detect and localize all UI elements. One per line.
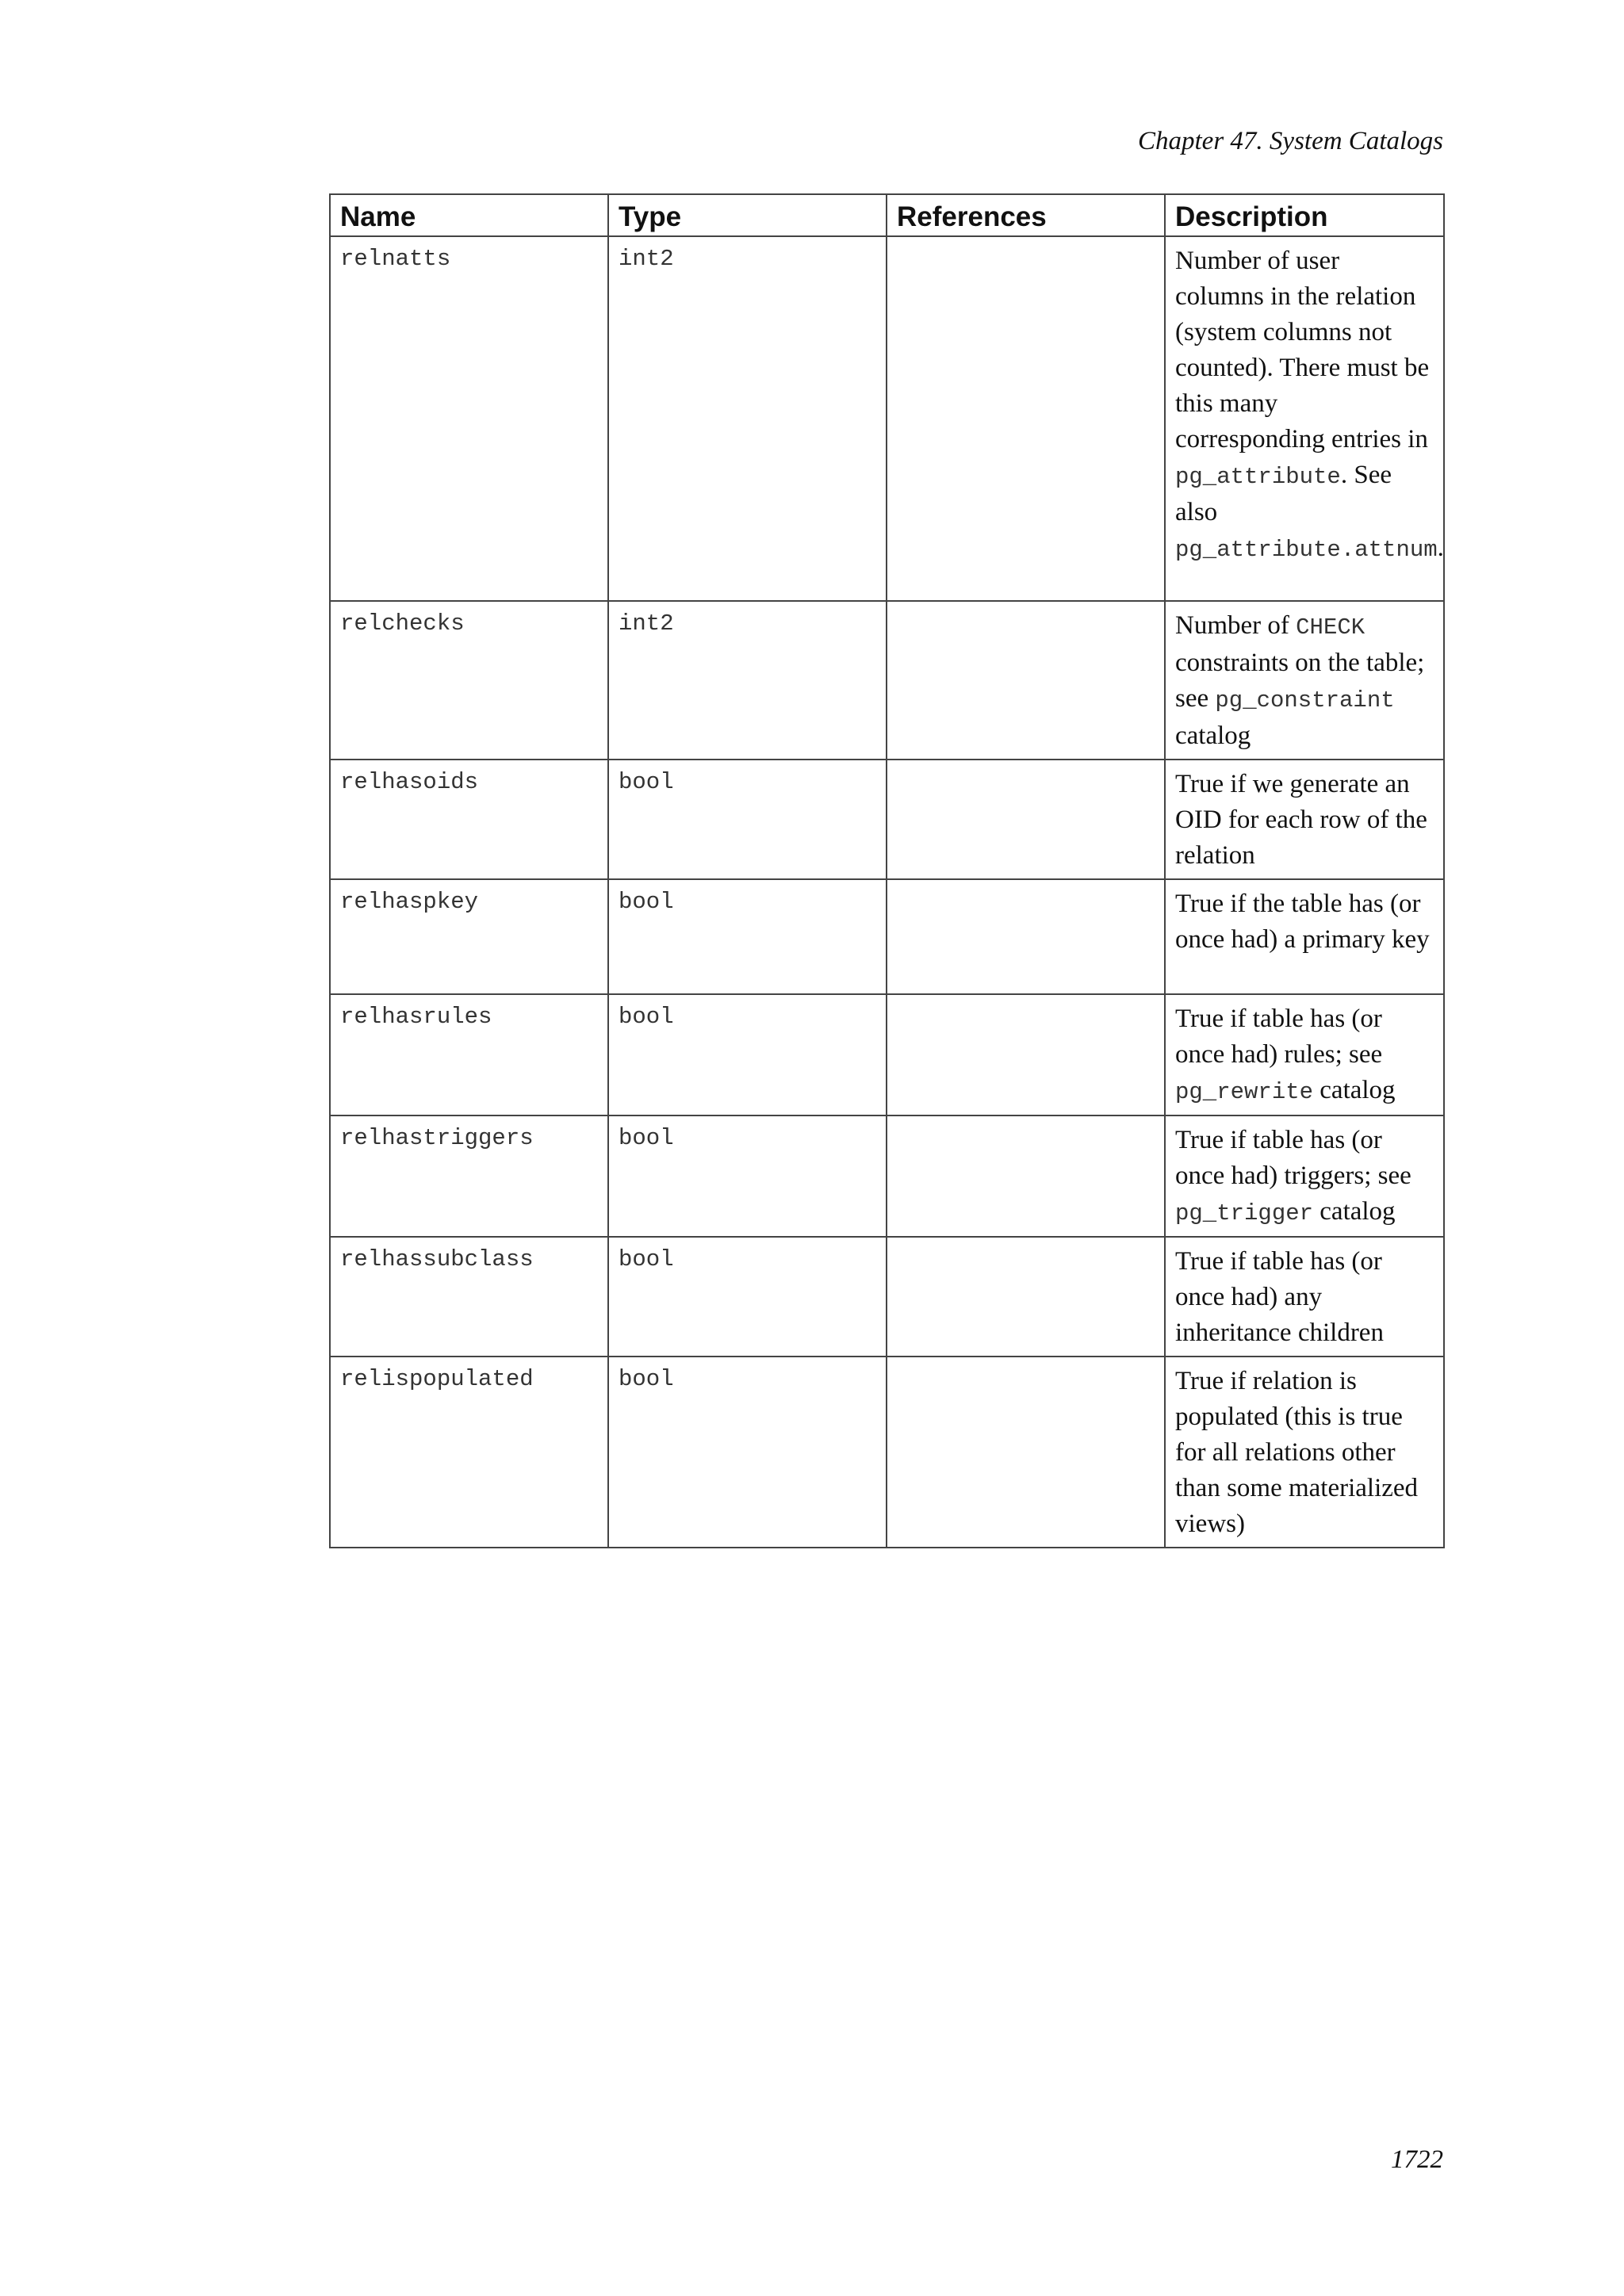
catalog-table	[329, 193, 1445, 1548]
cell-type: bool	[608, 1357, 887, 1548]
column-header-type: Type	[608, 194, 887, 236]
cell-name: relhassubclass	[330, 1237, 608, 1357]
table-row	[330, 1357, 1444, 1548]
code-ref: pg_attribute	[1175, 464, 1341, 490]
table-row	[330, 1115, 1444, 1237]
cell-description: True if table has (or once had) any inheritance children	[1165, 1237, 1444, 1357]
cell-type: bool	[608, 994, 887, 1115]
code-ref: CHECK	[1296, 614, 1365, 641]
table-row	[330, 879, 1444, 994]
cell-references	[887, 236, 1165, 601]
column-header-name: Name	[330, 194, 608, 236]
cell-name: relhastriggers	[330, 1115, 608, 1237]
cell-references	[887, 601, 1165, 760]
cell-type: bool	[608, 1237, 887, 1357]
cell-references	[887, 994, 1165, 1115]
table-row	[330, 760, 1444, 879]
table-row	[330, 236, 1444, 601]
cell-name: relhaspkey	[330, 879, 608, 994]
table-header-row	[330, 194, 1444, 236]
cell-type: int2	[608, 236, 887, 601]
cell-references	[887, 879, 1165, 994]
cell-name: relhasoids	[330, 760, 608, 879]
cell-references	[887, 1115, 1165, 1237]
code-ref: pg_rewrite	[1175, 1079, 1314, 1105]
cell-description: True if table has (or once had) triggers; see pg_trigger catalog	[1165, 1115, 1444, 1237]
cell-description: True if the table has (or once had) a primary key	[1165, 879, 1444, 994]
table-row	[330, 994, 1444, 1115]
cell-type: bool	[608, 760, 887, 879]
cell-description: Number of user columns in the relation (system columns not counted). There must be this many corresponding entries in pg_attribute. See also pg_attribute.attnum.	[1165, 236, 1444, 601]
table-row	[330, 601, 1444, 760]
running-head: Chapter 47. System Catalogs	[1138, 127, 1443, 155]
cell-name: relispopulated	[330, 1357, 608, 1548]
code-ref: pg_constraint	[1215, 687, 1395, 714]
cell-type: bool	[608, 879, 887, 994]
table-row	[330, 1237, 1444, 1357]
code-ref: pg_trigger	[1175, 1200, 1314, 1226]
cell-description: True if relation is populated (this is true for all relations other than some materialized views)	[1165, 1357, 1444, 1548]
cell-type: bool	[608, 1115, 887, 1237]
cell-name: relhasrules	[330, 994, 608, 1115]
cell-references	[887, 1357, 1165, 1548]
cell-references	[887, 1237, 1165, 1357]
cell-description: True if table has (or once had) rules; see pg_rewrite catalog	[1165, 994, 1444, 1115]
cell-name: relnatts	[330, 236, 608, 601]
cell-description: Number of CHECK constraints on the table; see pg_constraint catalog	[1165, 601, 1444, 760]
column-header-description: Description	[1165, 194, 1444, 236]
page-number: 1722	[1391, 2145, 1443, 2174]
cell-name: relchecks	[330, 601, 608, 760]
cell-references	[887, 760, 1165, 879]
column-header-references: References	[887, 194, 1165, 236]
code-ref: pg_attribute.attnum	[1175, 537, 1438, 563]
cell-description: True if we generate an OID for each row of the relation	[1165, 760, 1444, 879]
cell-type: int2	[608, 601, 887, 760]
